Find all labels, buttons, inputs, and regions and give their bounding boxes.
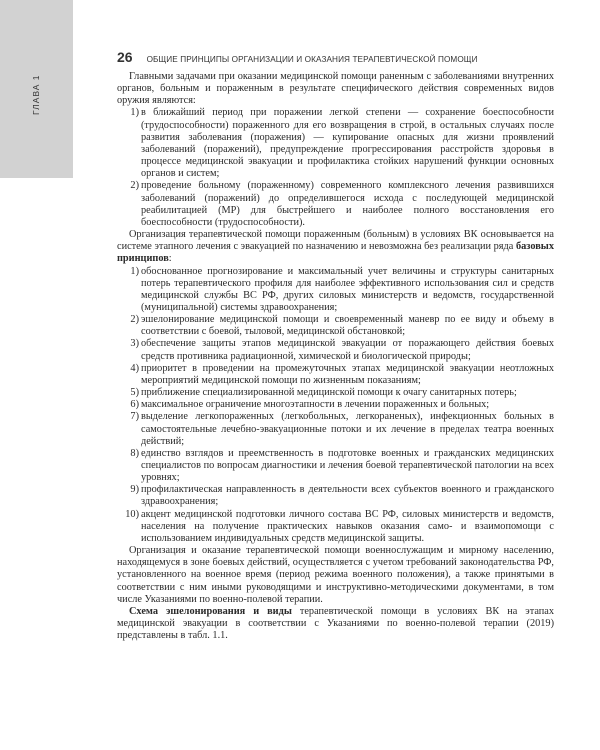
list-number: 6) bbox=[130, 399, 139, 411]
list-number: 1) bbox=[130, 107, 139, 119]
list-text: эшелонирование медицинской помощи и своевременный маневр по ее виду и объему в соответствии с боевой, тыловой, медицинской обстановкой; bbox=[141, 314, 554, 338]
list-number: 1) bbox=[130, 265, 139, 277]
base-principles-term: базовых принципов bbox=[117, 241, 554, 265]
legal-paragraph: Организация и оказание терапевтической помощи военнослужащим и мирному населению, находящемуся в зоне боевых действий, осуществляется с учетом требований законодательства РФ, установленного на военное время (период режима военного положения), а также принятыми в соответствии с ним иными руководящими и инструктивно-методическими документами, в том числе Указаниями по военно-полевой терапии. bbox=[117, 545, 554, 605]
list-number: 4) bbox=[130, 362, 139, 374]
list-number: 10) bbox=[125, 508, 139, 520]
list-number: 9) bbox=[130, 484, 139, 496]
list-text: обеспечение защиты этапов медицинской эвакуации от поражающего действия боевых средств противника радиационной, химической и биологической природы; bbox=[141, 338, 554, 362]
list-item bbox=[117, 107, 554, 180]
list-item bbox=[117, 363, 554, 387]
list-text: проведение больному (пораженному) современного комплексного лечения развившихся заболеваний (поражений) до определившегося исхода с последующей медицинской реабилитацией (МР) для быстрейшего и наиболее полного восстановления его боеспособности (трудоспособности). bbox=[141, 180, 554, 228]
scheme-text: терапевтической помощи в условиях ВК на этапах медицинской эвакуации в соответствии с Указаниями по военно-полевой терапии (2019) представлены в табл. 1.1. bbox=[117, 605, 554, 642]
list-text: приоритет в проведении на промежуточных этапах медицинской эвакуации неотложных мероприятий медицинской помощи по жизненным показаниям; bbox=[141, 362, 554, 386]
organization-colon: : bbox=[168, 253, 172, 265]
list-item bbox=[117, 180, 554, 229]
organization-text: Организация терапевтической помощи пораженным (больным) в условиях ВК основывается на системе этапного лечения с эвакуацией по назначению и невозможна без реализации ряда bbox=[117, 229, 554, 253]
list-item bbox=[117, 338, 554, 362]
list-text: приближение специализированной медицинской помощи к очагу санитарных потерь; bbox=[141, 387, 517, 399]
list-text: в ближайший период при поражении легкой степени — сохранение боеспособности (трудоспособности) пораженного для его возвращения в строй, в остальных случаях после развития заболевания (поражения) — купирование опасных для жизни проявлений заболеваний (поражений), предупреждение прогрессирования расстройств здоровья в процессе медицинской эвакуации и профилактика стойких нарушений функции основных органов и систем; bbox=[141, 107, 554, 180]
list-item bbox=[117, 314, 554, 338]
list-item bbox=[117, 411, 554, 447]
list-item bbox=[117, 387, 554, 399]
principles-list bbox=[117, 266, 554, 546]
list-number: 2) bbox=[130, 314, 139, 326]
list-item bbox=[117, 448, 554, 484]
scheme-term: Схема эшелонирования и виды bbox=[129, 605, 292, 617]
list-number: 5) bbox=[130, 387, 139, 399]
list-number: 8) bbox=[130, 447, 139, 459]
scheme-paragraph bbox=[117, 606, 554, 642]
list-number: 7) bbox=[130, 411, 139, 423]
list-text: максимальное ограничение многоэтапности в лечении пораженных и больных; bbox=[141, 399, 490, 411]
list-text: профилактическая направленность в деятельности всех субъектов военного и гражданского здравоохранения; bbox=[141, 484, 554, 508]
page-header bbox=[117, 49, 560, 65]
list-text: акцент медицинской подготовки личного состава ВС РФ, силовых министерств и ведомств, населения на получение практических навыков оказания само- и взаимопомощи с использованием индивидуальных средств медицинской защиты. bbox=[141, 508, 554, 544]
list-text: единство взглядов и преемственность в подготовке военных и гражданских медицинских специалистов по вопросам диагностики и лечения боевой терапевтической патологии на всех уровнях; bbox=[141, 447, 554, 484]
intro-paragraph: Главными задачами при оказании медицинской помощи раненным с заболеваниями внутренних органов, больным и пораженным в результате специфического действия современных видов оружия являются: bbox=[117, 71, 554, 107]
list-item bbox=[117, 399, 554, 411]
list-item bbox=[117, 484, 554, 508]
list-item bbox=[117, 509, 554, 545]
tasks-list bbox=[117, 107, 554, 229]
organization-paragraph bbox=[117, 229, 554, 265]
chapter-label: ГЛАВА 1 bbox=[31, 74, 41, 115]
list-number: 2) bbox=[130, 180, 139, 192]
list-number: 3) bbox=[130, 338, 139, 350]
page-number: 26 bbox=[117, 49, 133, 65]
chapter-tab bbox=[0, 0, 73, 178]
page-body bbox=[117, 71, 554, 642]
list-text: обоснованное прогнозирование и максимальный учет величины и структуры санитарных потерь терапевтического профиля для наиболее эффективного использования сил и средств медицинской службы ВС РФ, других силовых министерств и ведомств, государственной (муниципальной) системы здравоохранения; bbox=[141, 265, 554, 313]
running-head: ОБЩИЕ ПРИНЦИПЫ ОРГАНИЗАЦИИ И ОКАЗАНИЯ ТЕРАПЕВТИЧЕСКОЙ ПОМОЩИ bbox=[146, 55, 478, 64]
list-text: выделение легкопораженных (легкобольных, легкораненых), инфекционных больных в самостоятельные лечебно-эвакуационные потоки и их лечение в пределах театра военных действий; bbox=[141, 411, 554, 447]
list-item bbox=[117, 266, 554, 315]
